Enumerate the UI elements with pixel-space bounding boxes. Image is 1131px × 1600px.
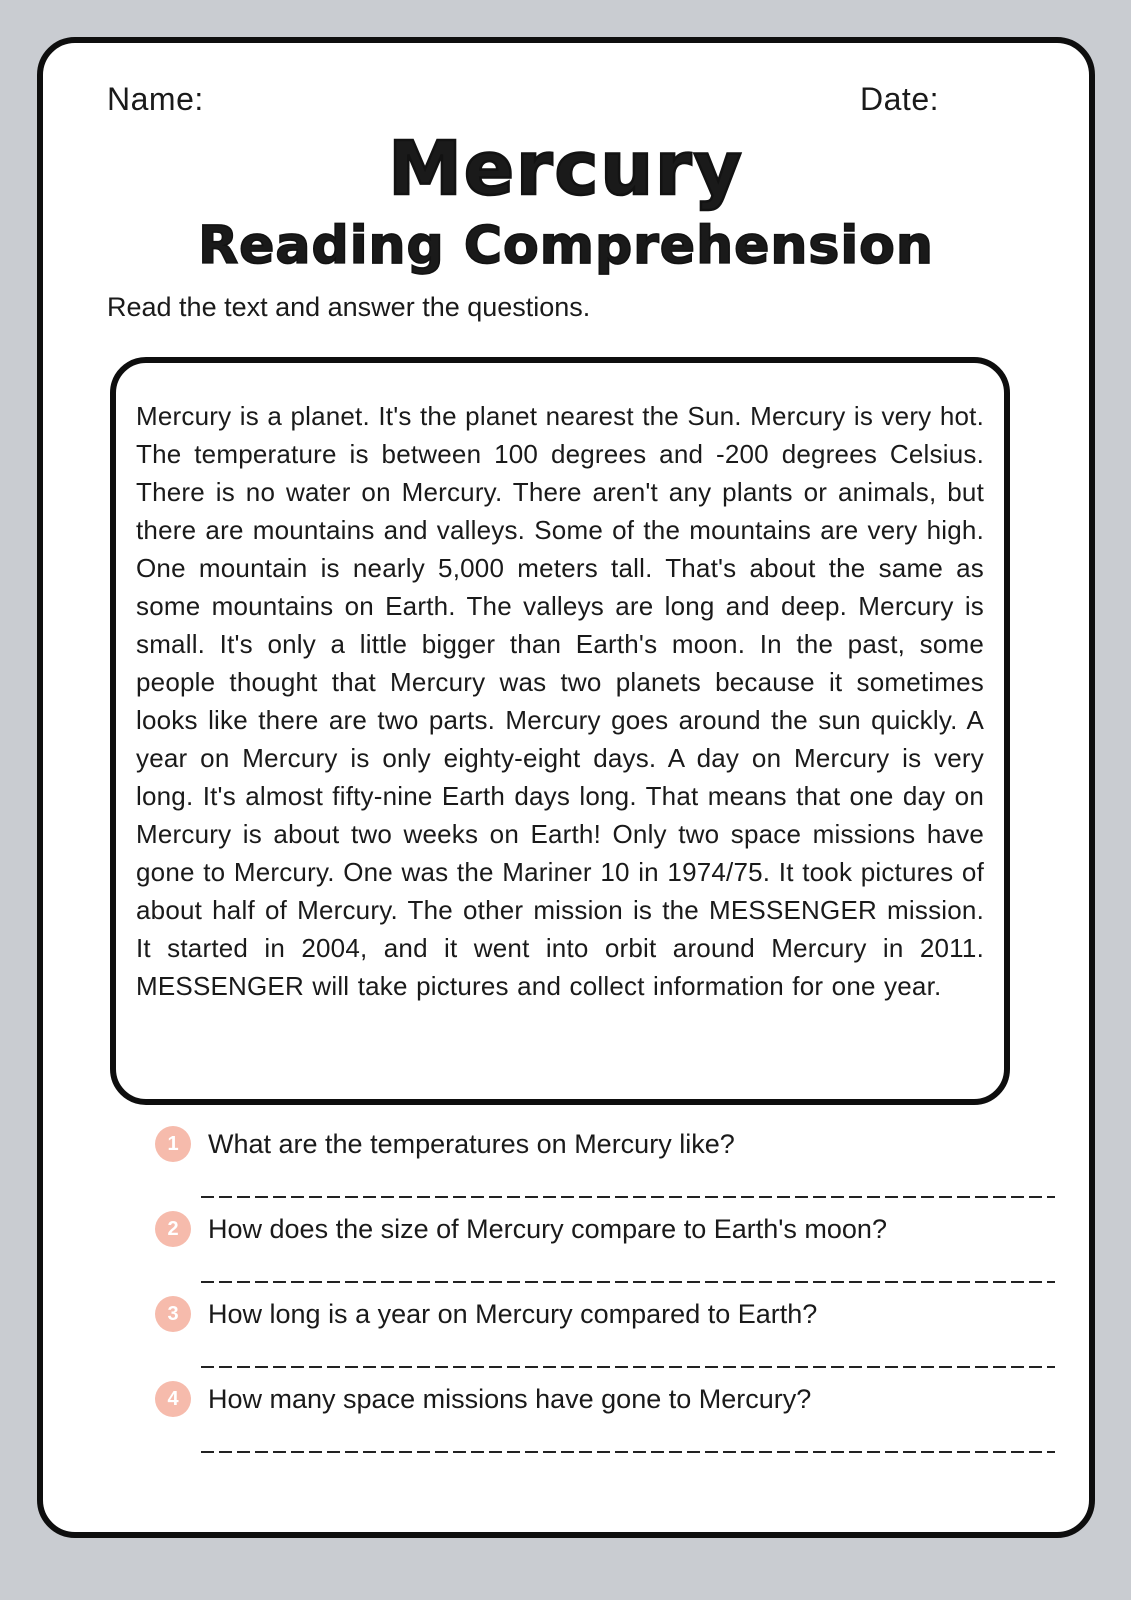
date-label: Date: xyxy=(860,81,939,117)
question-row xyxy=(155,1126,1055,1162)
worksheet-card xyxy=(37,37,1095,1538)
question-number-badge: 4 xyxy=(155,1381,191,1417)
question-item xyxy=(155,1126,1055,1198)
questions-section xyxy=(155,1126,1055,1453)
passage-box xyxy=(110,357,1010,1105)
question-text: How does the size of Mercury compare to Earth's moon? xyxy=(208,1213,887,1244)
question-number-badge: 1 xyxy=(155,1126,191,1162)
answer-line xyxy=(201,1196,1055,1198)
name-label: Name: xyxy=(107,81,204,117)
question-text: How many space missions have gone to Mercury? xyxy=(208,1383,812,1414)
answer-line xyxy=(201,1281,1055,1283)
page-title: Mercury xyxy=(388,126,744,212)
instruction-text: Read the text and answer the questions. xyxy=(107,292,591,322)
header-row xyxy=(43,43,1089,118)
question-text: What are the temperatures on Mercury like? xyxy=(208,1128,735,1159)
question-item xyxy=(155,1381,1055,1453)
answer-line xyxy=(201,1451,1055,1453)
question-item xyxy=(155,1296,1055,1368)
question-row xyxy=(155,1381,1055,1417)
passage-text: Mercury is a planet. It's the planet nearest the Sun. Mercury is very hot. The temperature is between 100 degrees and -200 degrees Celsius. There is no water on Mercury. There aren't any plants or animals, but there are mountains and valleys. Some of the mountains are very high. One mountain is nearly 5,000 meters tall. That's about the same as some mountains on Earth. The valleys are long and deep. Mercury is small. It's only a little bigger than Earth's moon. In the past, some people thought that Mercury was two planets because it sometimes looks like there are two parts. Mercury goes around the sun quickly. A year on Mercury is only eighty-eight days. A day on Mercury is very long. It's almost fifty-nine Earth days long. That means that one day on Mercury is about two weeks on Earth! Only two space missions have gone to Mercury. One was the Mariner 10 in 1974/75. It took pictures of about half of Mercury. The other mission is the MESSENGER mission. It started in 2004, and it went into orbit around Mercury in 2011. MESSENGER will take pictures and collect information for one year. xyxy=(136,401,984,1001)
question-row xyxy=(155,1211,1055,1247)
answer-line xyxy=(201,1366,1055,1368)
question-number-badge: 2 xyxy=(155,1211,191,1247)
question-text: How long is a year on Mercury compared to Earth? xyxy=(208,1298,818,1329)
question-item xyxy=(155,1211,1055,1283)
page-subtitle: Reading Comprehension xyxy=(198,216,934,276)
question-row xyxy=(155,1296,1055,1332)
question-number-badge: 3 xyxy=(155,1296,191,1332)
